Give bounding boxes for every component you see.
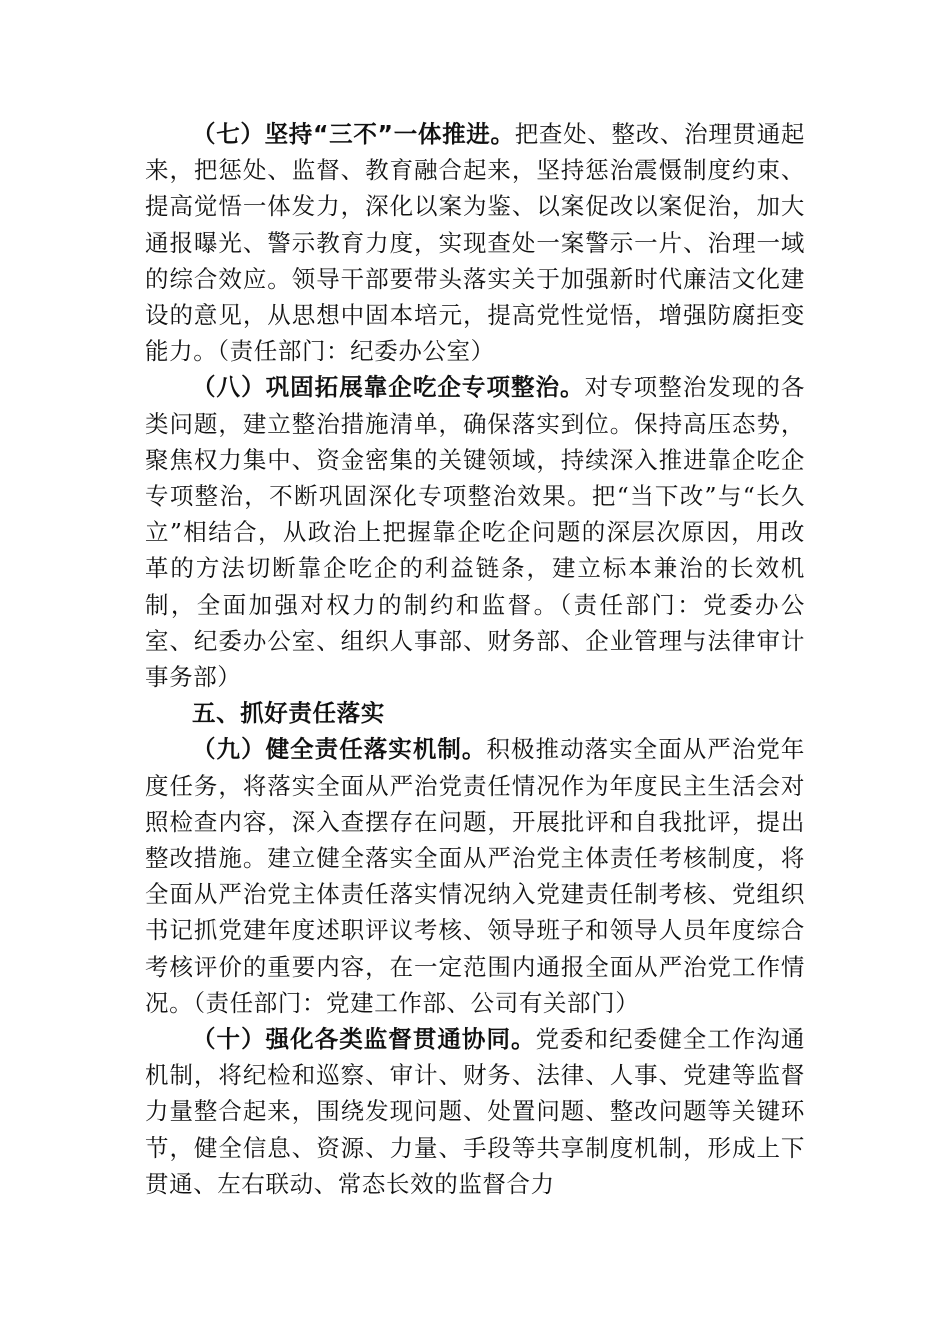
paragraph-8-body: 对专项整治发现的各类问题，建立整治措施清单，确保落实到位。保持高压态势，聚焦权力集中、资金密集的关键领域，持续深入推进靠企吃企专项整治，不断巩固深化专项整治效果。把“当下改”与“长久立”相结合，从政治上把握靠企吃企问题的深层次原因，用改革的方法切断靠企吃企的利益链条，建立标本兼治的长效机制，全面加强对权力的制约和监督。（责任部门：党委办公室、纪委办公室、组织人事部、财务部、企业管理与法律审计事务部） [145,373,805,692]
section-title: 五、抓好责任落实 [192,699,385,728]
paragraph-10-heading: （十）强化各类监督贯通协同。 [192,1025,536,1054]
paragraph-8-heading: （八）巩固拓展靠企吃企专项整治。 [192,373,585,402]
paragraph-10-body: 党委和纪委健全工作沟通机制，将纪检和巡察、审计、财务、法律、人事、党建等监督力量整合起来，围绕发现问题、处置问题、整改问题等关键环节，健全信息、资源、力量、手段等共享制度机制，形成上下贯通、左右联动、常态长效的监督合力 [145,1025,805,1198]
document-page [145,116,805,1202]
paragraph-10 [145,1021,805,1202]
paragraph-7 [145,116,805,369]
paragraph-7-heading: （七）坚持“三不”一体推进。 [192,120,515,148]
paragraph-7-body: 把查处、整改、治理贯通起来，把惩处、监督、教育融合起来，坚持惩治震慑制度约束、提高觉悟一体发力，深化以案为鉴、以案促改以案促治，加大通报曝光、警示教育力度，实现查处一案警示一片、治理一域的综合效应。领导干部要带头落实关于加强新时代廉洁文化建设的意见，从思想中固本培元，提高党性觉悟，增强防腐拒变能力。（责任部门：纪委办公室） [145,120,806,366]
paragraph-9-body: 积极推动落实全面从严治党年度任务，将落实全面从严治党责任情况作为年度民主生活会对照检查内容，深入查摆存在问题，开展批评和自我批评，提出整改措施。建立健全落实全面从严治党主体责任考核制度，将全面从严治党主体责任落实情况纳入党建责任制考核、党组织书记抓党建年度述职评议考核、领导班子和领导人员年度综合考核评价的重要内容，在一定范围内通报全面从严治党工作情况。（责任部门：党建工作部、公司有关部门） [145,735,805,1017]
paragraph-9 [145,731,805,1021]
paragraph-8 [145,369,805,695]
paragraph-9-heading: （九）健全责任落实机制。 [192,735,487,764]
